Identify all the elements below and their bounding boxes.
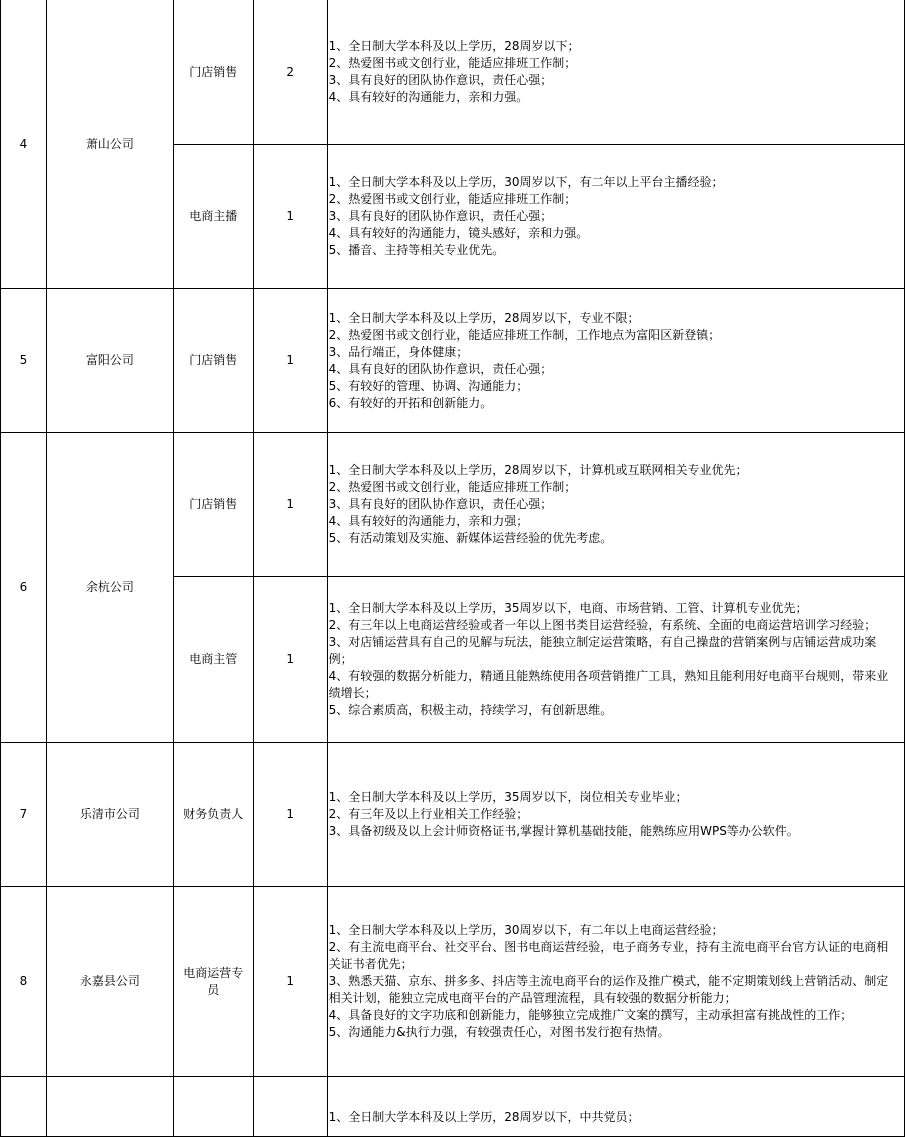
company-name: 富阳公司	[46, 289, 173, 433]
headcount	[253, 1077, 327, 1137]
company-name: 余杭公司	[46, 433, 173, 743]
row-number: 5	[1, 289, 47, 433]
requirement-line: 1、全日制大学本科及以上学历，28周岁以下，专业不限；	[328, 310, 640, 325]
requirement-line: 1、全日制大学本科及以上学历，30周岁以下，有二年以上平台主播经验；	[328, 175, 724, 189]
requirement-line: 1、全日制大学本科及以上学历，28周岁以下，中共党员；	[328, 1110, 640, 1124]
company-name: 永嘉县公司	[46, 887, 173, 1077]
requirement-line: 5、有较好的管理、协调、沟通能力；	[328, 378, 529, 393]
requirement-line: 4、具有较好的沟通能力，镜头感好，亲和力强。	[328, 226, 589, 240]
headcount: 1	[253, 289, 327, 433]
requirement-line: 2、热爱图书或文创行业，能适应排班工作制；	[328, 192, 577, 206]
requirement-line: 6、有较好的开拓和创新能力。	[328, 395, 493, 410]
requirement-line: 1、全日制大学本科及以上学历，30周岁以下，有二年以上电商运营经验；	[328, 923, 724, 937]
company-name	[46, 1077, 173, 1137]
requirements	[327, 743, 904, 887]
requirement-line: 3、具备初级及以上会计师资格证书,掌握计算机基础技能，能熟练应用WPS等办公软件。	[328, 824, 799, 838]
position-name: 电商运营专员	[173, 887, 253, 1077]
table-row	[1, 433, 905, 577]
requirements	[327, 145, 904, 289]
requirement-line: 3、具有良好的团队协作意识，责任心强；	[328, 497, 553, 511]
requirement-line: 3、对店铺运营具有自己的见解与玩法，能独立制定运营策略，有自己操盘的营销案例与店铺运营成功案例；	[328, 635, 877, 666]
headcount: 1	[253, 577, 327, 743]
position-name: 门店销售	[173, 433, 253, 577]
position-name: 门店销售	[173, 0, 253, 145]
row-number: 4	[1, 0, 47, 289]
requirement-line: 2、热爱图书或文创行业，能适应排班工作制，工作地点为富阳区新登镇；	[328, 327, 721, 342]
requirement-line: 5、综合素质高，积极主动，持续学习，有创新思维。	[328, 703, 613, 717]
row-number: 7	[1, 743, 47, 887]
requirement-line: 5、有活动策划及实施、新媒体运营经验的优先考虑。	[328, 531, 613, 545]
requirement-line: 3、具有良好的团队协作意识，责任心强；	[328, 209, 553, 223]
row-number: 8	[1, 887, 47, 1077]
headcount: 1	[253, 433, 327, 577]
table-row	[1, 0, 905, 145]
position-name: 电商主播	[173, 145, 253, 289]
requirement-line: 4、具备良好的文字功底和创新能力，能够独立完成推广文案的撰写，主动承担富有挑战性的工作；	[328, 1008, 853, 1022]
requirement-line: 1、全日制大学本科及以上学历，35周岁以下，电商、市场营销、工管、计算机专业优先；	[328, 601, 808, 615]
row-number: 6	[1, 433, 47, 743]
requirement-line: 5、沟通能力&执行力强，有较强责任心，对图书发行抱有热情。	[328, 1025, 670, 1039]
requirement-line: 1、全日制大学本科及以上学历，28周岁以下，计算机或互联网相关专业优先；	[328, 463, 748, 477]
requirement-line: 1、全日制大学本科及以上学历，28周岁以下；	[328, 39, 580, 53]
requirement-line: 3、熟悉天猫、京东、拼多多、抖店等主流电商平台的运作及推广模式，能不定期策划线上营销活动、制定相关计划，能独立完成电商平台的产品管理流程，具有较强的数据分析能力；	[328, 974, 889, 1005]
position-name: 电商主管	[173, 577, 253, 743]
position-name: 财务负责人	[173, 743, 253, 887]
headcount: 1	[253, 887, 327, 1077]
requirement-line: 2、热爱图书或文创行业，能适应排班工作制；	[328, 480, 577, 494]
requirements	[327, 1077, 904, 1137]
headcount: 1	[253, 743, 327, 887]
requirement-line: 3、具有良好的团队协作意识，责任心强；	[328, 73, 553, 87]
requirement-line: 4、具有良好的团队协作意识，责任心强；	[328, 361, 553, 376]
requirement-line: 5、播音、主持等相关专业优先。	[328, 243, 505, 257]
requirement-line: 2、有三年及以上行业相关工作经验；	[328, 807, 529, 821]
requirement-line: 4、有较强的数据分析能力，精通且能熟练使用各项营销推广工具，熟知且能利用好电商平台规则，带来业绩增长；	[328, 669, 889, 700]
requirement-line: 2、有主流电商平台、社交平台、图书电商运营经验，电子商务专业，持有主流电商平台官方认证的电商相关证书者优先；	[328, 940, 889, 971]
requirement-line: 2、热爱图书或文创行业，能适应排班工作制；	[328, 56, 577, 70]
company-name: 萧山公司	[46, 0, 173, 289]
table-row	[1, 289, 905, 433]
position-name	[173, 1077, 253, 1137]
requirement-line: 1、全日制大学本科及以上学历，35周岁以下，岗位相关专业毕业；	[328, 790, 688, 804]
requirement-line: 4、具有较好的沟通能力，亲和力强；	[328, 514, 529, 528]
headcount: 1	[253, 145, 327, 289]
requirements	[327, 433, 904, 577]
requirement-line: 3、品行端正，身体健康；	[328, 344, 469, 359]
headcount: 2	[253, 0, 327, 145]
requirement-line: 2、有三年以上电商运营经验或者一年以上图书类目运营经验，有系统、全面的电商运营培训学习经验；	[328, 618, 877, 632]
requirements	[327, 577, 904, 743]
requirements	[327, 887, 904, 1077]
requirement-line: 4、具有较好的沟通能力，亲和力强。	[328, 90, 529, 104]
position-name: 门店销售	[173, 289, 253, 433]
table-row	[1, 743, 905, 887]
table-row	[1, 887, 905, 1077]
company-name: 乐清市公司	[46, 743, 173, 887]
row-number	[1, 1077, 47, 1137]
table-row	[1, 1077, 905, 1137]
requirements	[327, 289, 904, 433]
requirements	[327, 0, 904, 145]
